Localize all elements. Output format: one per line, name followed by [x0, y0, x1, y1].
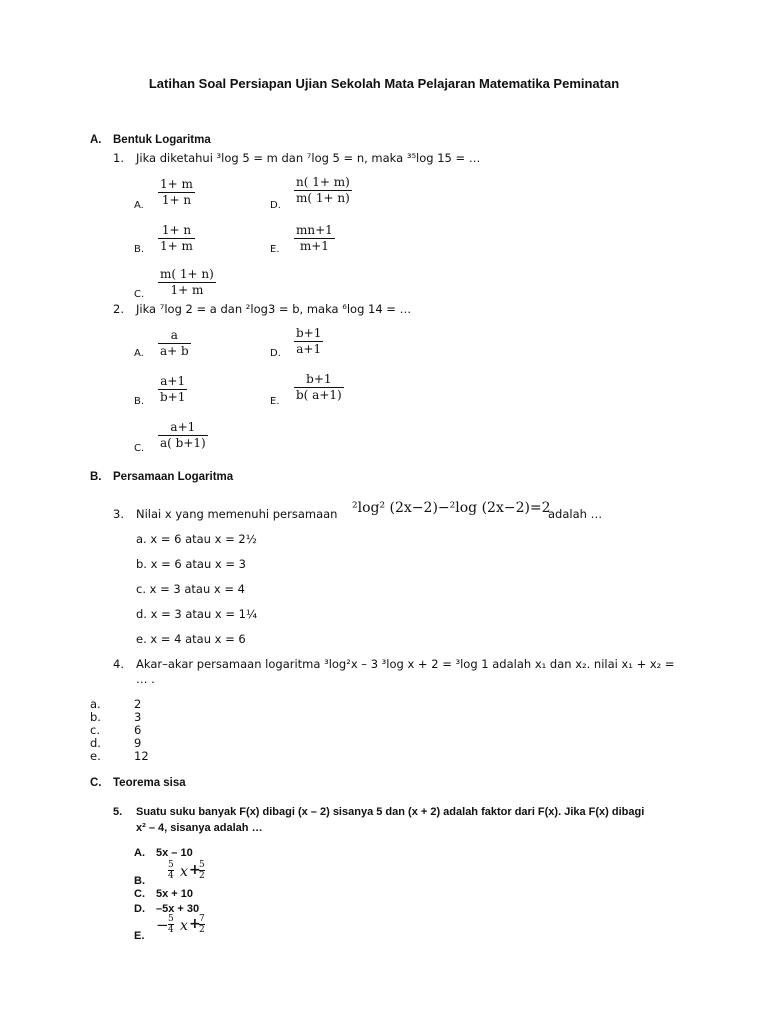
q1-option-a-label: A.: [134, 200, 144, 211]
q4-option-b-label: b.: [90, 710, 101, 724]
section-a-letter: A.: [90, 134, 102, 146]
q1-option-d-denominator: m( 1+ n): [296, 191, 350, 205]
section-c-heading: Teorema sisa: [113, 777, 186, 789]
q2-option-e-numerator: b+1: [306, 372, 332, 386]
q1-option-e-numerator: mn+1: [296, 223, 333, 237]
q1-option-e-denominator: m+1: [299, 239, 329, 253]
q5-option-d-label: D.: [134, 903, 145, 915]
q1-option-d-label: D.: [270, 200, 281, 211]
q5-b-denominator-2: 2: [199, 871, 205, 881]
question-3-number: 3.: [113, 507, 124, 521]
q2-option-c-fraction: [158, 420, 208, 451]
q1-option-c-fraction: [158, 267, 216, 298]
q1-option-a-denominator: 1+ n: [161, 193, 192, 207]
q2-option-b-label: B.: [134, 396, 145, 407]
q2-option-b-denominator: b+1: [160, 390, 186, 404]
question-4-text: Akar–akar persamaan logaritma ³log²x – 3 ³log x + 2 = ³log 1 adalah x₁ dan x₂. nilai x₁ + x₂ =: [136, 657, 675, 671]
q2-option-c-label: C.: [134, 443, 145, 454]
q5-option-e-fraction-2: [199, 914, 205, 935]
q4-option-e-label: e.: [90, 749, 101, 763]
q5-option-a-value: 5x – 10: [156, 847, 193, 859]
q1-option-b-numerator: 1+ n: [161, 223, 192, 237]
q5-b-denominator-1: 4: [168, 871, 174, 881]
q4-option-a-label: a.: [90, 697, 101, 711]
q1-option-c-numerator: m( 1+ n): [160, 267, 214, 281]
q2-option-d-fraction: [294, 326, 323, 357]
question-4-text-continued: … .: [136, 672, 155, 686]
q4-option-c-label: c.: [90, 723, 100, 737]
section-b-heading: Persamaan Logaritma: [113, 471, 234, 483]
q2-option-a-denominator: a+ b: [160, 344, 189, 358]
q5-option-c-label: C.: [134, 888, 145, 900]
q2-option-b-numerator: a+1: [160, 374, 186, 388]
q5-e-numerator-1: 5: [168, 914, 174, 924]
q5-option-b-plus: +: [189, 862, 201, 878]
question-1-number: 1.: [113, 151, 124, 165]
q3-option-d: d. x = 3 atau x = 1¼: [136, 607, 258, 621]
q1-option-b-label: B.: [134, 244, 145, 255]
q5-e-numerator-2: 7: [199, 914, 205, 924]
section-b-letter: B.: [90, 471, 102, 483]
q1-option-c-denominator: 1+ m: [170, 283, 204, 297]
q1-option-e-fraction: [294, 223, 335, 254]
q5-option-b-fraction-2: [199, 860, 205, 881]
question-3-text: Nilai x yang memenuhi persamaan: [136, 507, 338, 521]
section-c-letter: C.: [90, 777, 102, 789]
q5-option-a-label: A.: [134, 847, 145, 859]
q3-option-c: c. x = 3 atau x = 4: [136, 582, 245, 596]
question-5-text: Suatu suku banyak F(x) dibagi (x – 2) sisanya 5 dan (x + 2) adalah faktor dari F(x). Jika F(x) dibagi: [136, 806, 645, 818]
q2-option-d-label: D.: [270, 348, 281, 359]
q2-option-d-numerator: b+1: [296, 326, 322, 340]
question-1-text: Jika diketahui ³log 5 = m dan ⁷log 5 = n, maka ³⁵log 15 = …: [136, 151, 481, 165]
q2-option-a-numerator: a: [170, 328, 178, 342]
q2-option-c-denominator: a( b+1): [160, 436, 206, 450]
page-title: Latihan Soal Persiapan Ujian Sekolah Mata Pelajaran Matematika Peminatan: [148, 76, 620, 91]
q5-e-denominator-2: 2: [199, 925, 205, 935]
q5-b-numerator-1: 5: [168, 860, 174, 870]
q1-option-b-fraction: [158, 223, 195, 254]
q3-option-a: a. x = 6 atau x = 2½: [136, 532, 257, 546]
q5-option-d-value: –5x + 30: [156, 903, 200, 915]
q4-option-b-value: 3: [134, 710, 142, 724]
q2-option-c-numerator: a+1: [170, 420, 196, 434]
q4-option-a-value: 2: [134, 697, 142, 711]
q4-option-d-label: d.: [90, 736, 101, 750]
q1-option-a-numerator: 1+ m: [160, 177, 193, 191]
q2-option-d-denominator: a+1: [296, 342, 322, 356]
q2-option-e-fraction: [294, 372, 344, 403]
q1-option-d-numerator: n( 1+ m): [296, 175, 350, 189]
q3-option-e: e. x = 4 atau x = 6: [136, 632, 246, 646]
q5-option-c-value: 5x + 10: [156, 888, 194, 900]
section-a-heading: Bentuk Logaritma: [113, 134, 211, 146]
q1-option-a-fraction: [158, 177, 195, 208]
question-2-number: 2.: [113, 302, 124, 316]
question-3-equation: ²log² (2x−2)−²log (2x−2)=2: [352, 500, 551, 516]
q4-option-c-value: 6: [134, 723, 142, 737]
q1-option-c-label: C.: [134, 289, 145, 300]
q2-option-e-denominator: b( a+1): [296, 388, 342, 402]
q5-option-e-plus: +: [189, 916, 201, 932]
q1-option-d-fraction: [294, 175, 352, 206]
q1-option-e-label: E.: [270, 244, 280, 255]
q5-option-e-variable: x: [180, 918, 188, 934]
question-2-text: Jika ⁷log 2 = a dan ²log3 = b, maka ⁶log 14 = …: [136, 302, 412, 316]
q5-option-e-fraction-1: [168, 914, 174, 935]
q2-option-b-fraction: [158, 374, 187, 405]
question-3-suffix: adalah …: [548, 507, 603, 521]
q2-option-a-label: A.: [134, 348, 144, 359]
q4-option-d-value: 9: [134, 736, 142, 750]
q1-option-b-denominator: 1+ m: [160, 239, 193, 253]
question-5-number: 5.: [113, 806, 123, 818]
q2-option-a-fraction: [158, 328, 191, 359]
q5-e-denominator-1: 4: [168, 925, 174, 935]
q5-option-e-minus: −: [156, 916, 169, 934]
q3-option-b: b. x = 6 atau x = 3: [136, 557, 246, 571]
q5-b-numerator-2: 5: [199, 860, 205, 870]
q2-option-e-label: E.: [270, 396, 280, 407]
q4-option-e-value: 12: [134, 749, 149, 763]
q5-option-b-fraction-1: [168, 860, 174, 881]
question-4-number: 4.: [113, 657, 124, 671]
q5-option-b-label: B.: [134, 875, 145, 887]
q5-option-e-label: E.: [134, 930, 145, 942]
q5-option-b-variable: x: [180, 864, 188, 880]
question-5-text-continued: x² – 4, sisanya adalah …: [136, 822, 263, 834]
